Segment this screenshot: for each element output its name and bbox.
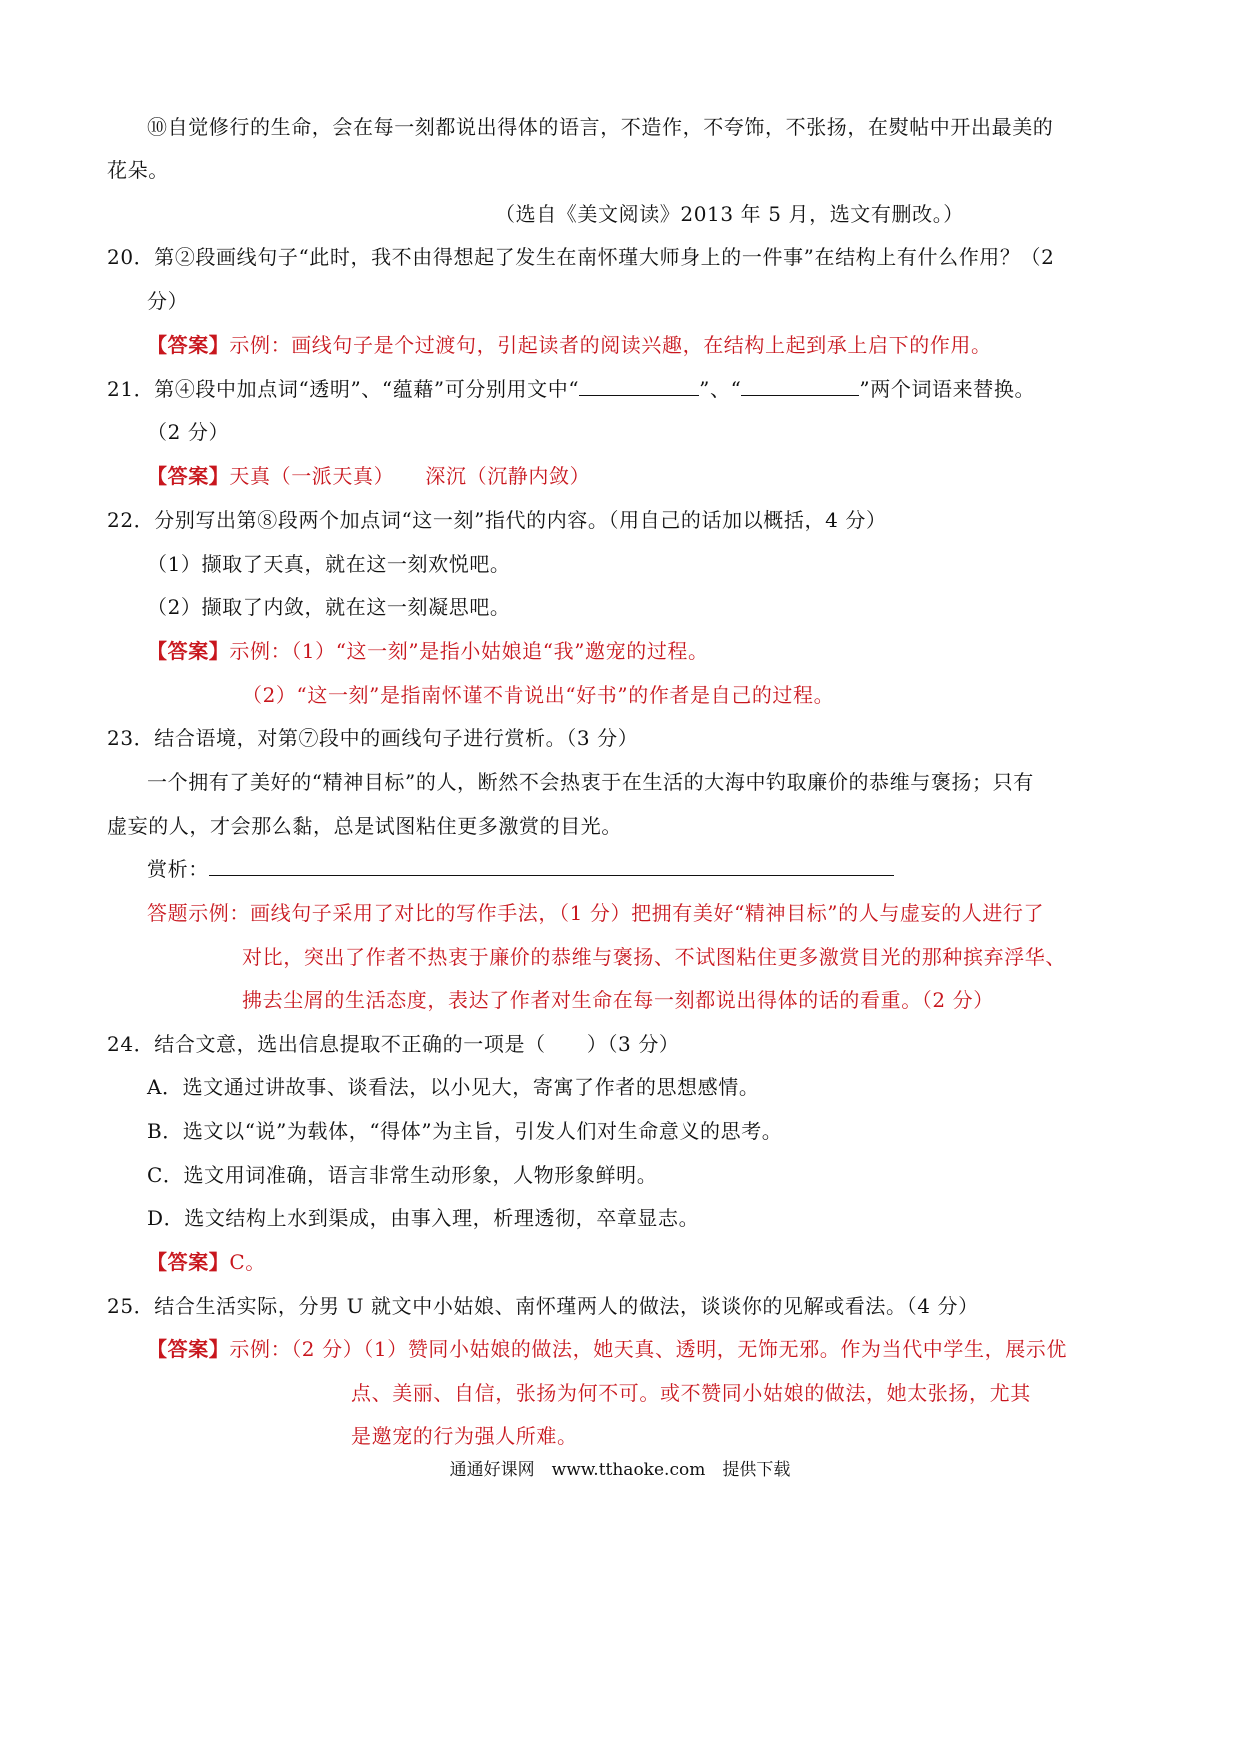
answer-23-cont-2: 拂去尘屑的生活态度，表达了作者对生命在每一刻都说出得体的话的看重。（2 分）: [242, 988, 994, 1012]
passage-paragraph-10: ⑩自觉修行的生命，会在每一刻都说出得体的语言，不造作，不夸饰，不张扬，在熨帖中开出最美的: [147, 115, 1054, 139]
question-21-score: （2 分）: [147, 420, 230, 444]
question-23-quote: 一个拥有了美好的“精神目标”的人，断然不会热衷于在生活的大海中钓取廉价的恭维与褒扬；只有: [147, 770, 1034, 794]
answer-20: [147, 331, 992, 359]
question-25: 25．结合生活实际，分男 U 就文中小姑娘、南怀瑾两人的做法，谈谈你的见解或看法。（4 分）: [107, 1294, 979, 1318]
appreciation-row: [147, 855, 894, 883]
question-24: 24．结合文意，选出信息提取不正确的一项是（ ）（3 分）: [107, 1032, 680, 1056]
fill-blank-2[interactable]: [741, 375, 859, 396]
page-footer: 通通好课网 www.tthaoke.com 提供下载: [449, 1460, 791, 1480]
answer-tag: 【答案】: [147, 1250, 230, 1274]
answer-25: [147, 1335, 1067, 1363]
answer-tag: 【答案】: [147, 333, 230, 357]
question-22: 22．分别写出第⑧段两个加点词“这一刻”指代的内容。（用自己的话加以概括，4 分）: [107, 508, 887, 532]
answer-text: 示例：（1）“这一刻”是指小姑娘追“我”邀宠的过程。: [229, 639, 709, 663]
answer-25-cont-2: 是邀宠的行为强人所难。: [351, 1424, 578, 1448]
fill-blank-1[interactable]: [579, 375, 699, 396]
answer-21: [147, 462, 590, 490]
question-21: [107, 375, 1035, 403]
option-c[interactable]: C．选文用词准确，语言非常生动形象，人物形象鲜明。: [147, 1163, 658, 1187]
appreciation-blank[interactable]: [209, 855, 894, 876]
answer-tag: 【答案】: [147, 639, 230, 663]
passage-source: （选自《美文阅读》2013 年 5 月，选文有删改。）: [495, 202, 964, 226]
question-22-item-2: （2）撷取了内敛，就在这一刻凝思吧。: [147, 595, 511, 619]
answer-text: 示例：画线句子是个过渡句，引起读者的阅读兴趣，在结构上起到承上启下的作用。: [229, 333, 992, 357]
option-d[interactable]: D．选文结构上水到渠成，由事入理，析理透彻，卒章显志。: [147, 1206, 700, 1230]
question-23-quote-cont: 虚妄的人，才会那么黏，总是试图粘住更多激赏的目光。: [107, 814, 622, 838]
question-21-text-a: 21．第④段中加点词“透明”、“蕴藉”可分别用文中“: [107, 377, 580, 401]
question-21-text-b: ”、“: [699, 377, 742, 401]
answer-23: 答题示例：画线句子采用了对比的写作手法，（1 分）把拥有美好“精神目标”的人与虚妄的人进行了: [147, 901, 1045, 925]
answer-22-cont: （2）“这一刻”是指南怀谨不肯说出“好书”的作者是自己的过程。: [242, 683, 835, 707]
answer-text: 示例：（2 分）（1）赞同小姑娘的做法，她天真、透明，无饰无邪。作为当代中学生，展示优: [229, 1337, 1068, 1361]
answer-23-cont-1: 对比，突出了作者不热衷于廉价的恭维与褒扬、不试图粘住更多激赏目光的那种摈弃浮华、: [242, 945, 1066, 969]
question-21-text-c: ”两个词语来替换。: [859, 377, 1036, 401]
question-22-item-1: （1）撷取了天真，就在这一刻欢悦吧。: [147, 552, 511, 576]
question-20: 20．第②段画线句子“此时，我不由得想起了发生在南怀瑾大师身上的一件事”在结构上有什么作用？（2: [107, 245, 1055, 269]
answer-24: [147, 1248, 266, 1276]
passage-paragraph-10-cont: 花朵。: [107, 158, 169, 182]
question-20-cont: 分）: [147, 289, 189, 313]
answer-text: C。: [229, 1250, 266, 1274]
answer-tag: 【答案】: [147, 1337, 230, 1361]
answer-25-cont-1: 点、美丽、自信，张扬为何不可。或不赞同小姑娘的做法，她太张扬，尤其: [351, 1381, 1031, 1405]
option-b[interactable]: B．选文以“说”为载体，“得体”为主旨，引发人们对生命意义的思考。: [147, 1119, 783, 1143]
option-a[interactable]: A．选文通过讲故事、谈看法，以小见大，寄寓了作者的思想感情。: [147, 1075, 760, 1099]
answer-text: 天真（一派天真） 深沉（沉静内敛）: [229, 464, 591, 488]
answer-22: [147, 637, 709, 665]
appreciation-label: 赏析：: [147, 857, 209, 881]
answer-tag: 【答案】: [147, 464, 230, 488]
question-23: 23．结合语境，对第⑦段中的画线句子进行赏析。（3 分）: [107, 726, 639, 750]
